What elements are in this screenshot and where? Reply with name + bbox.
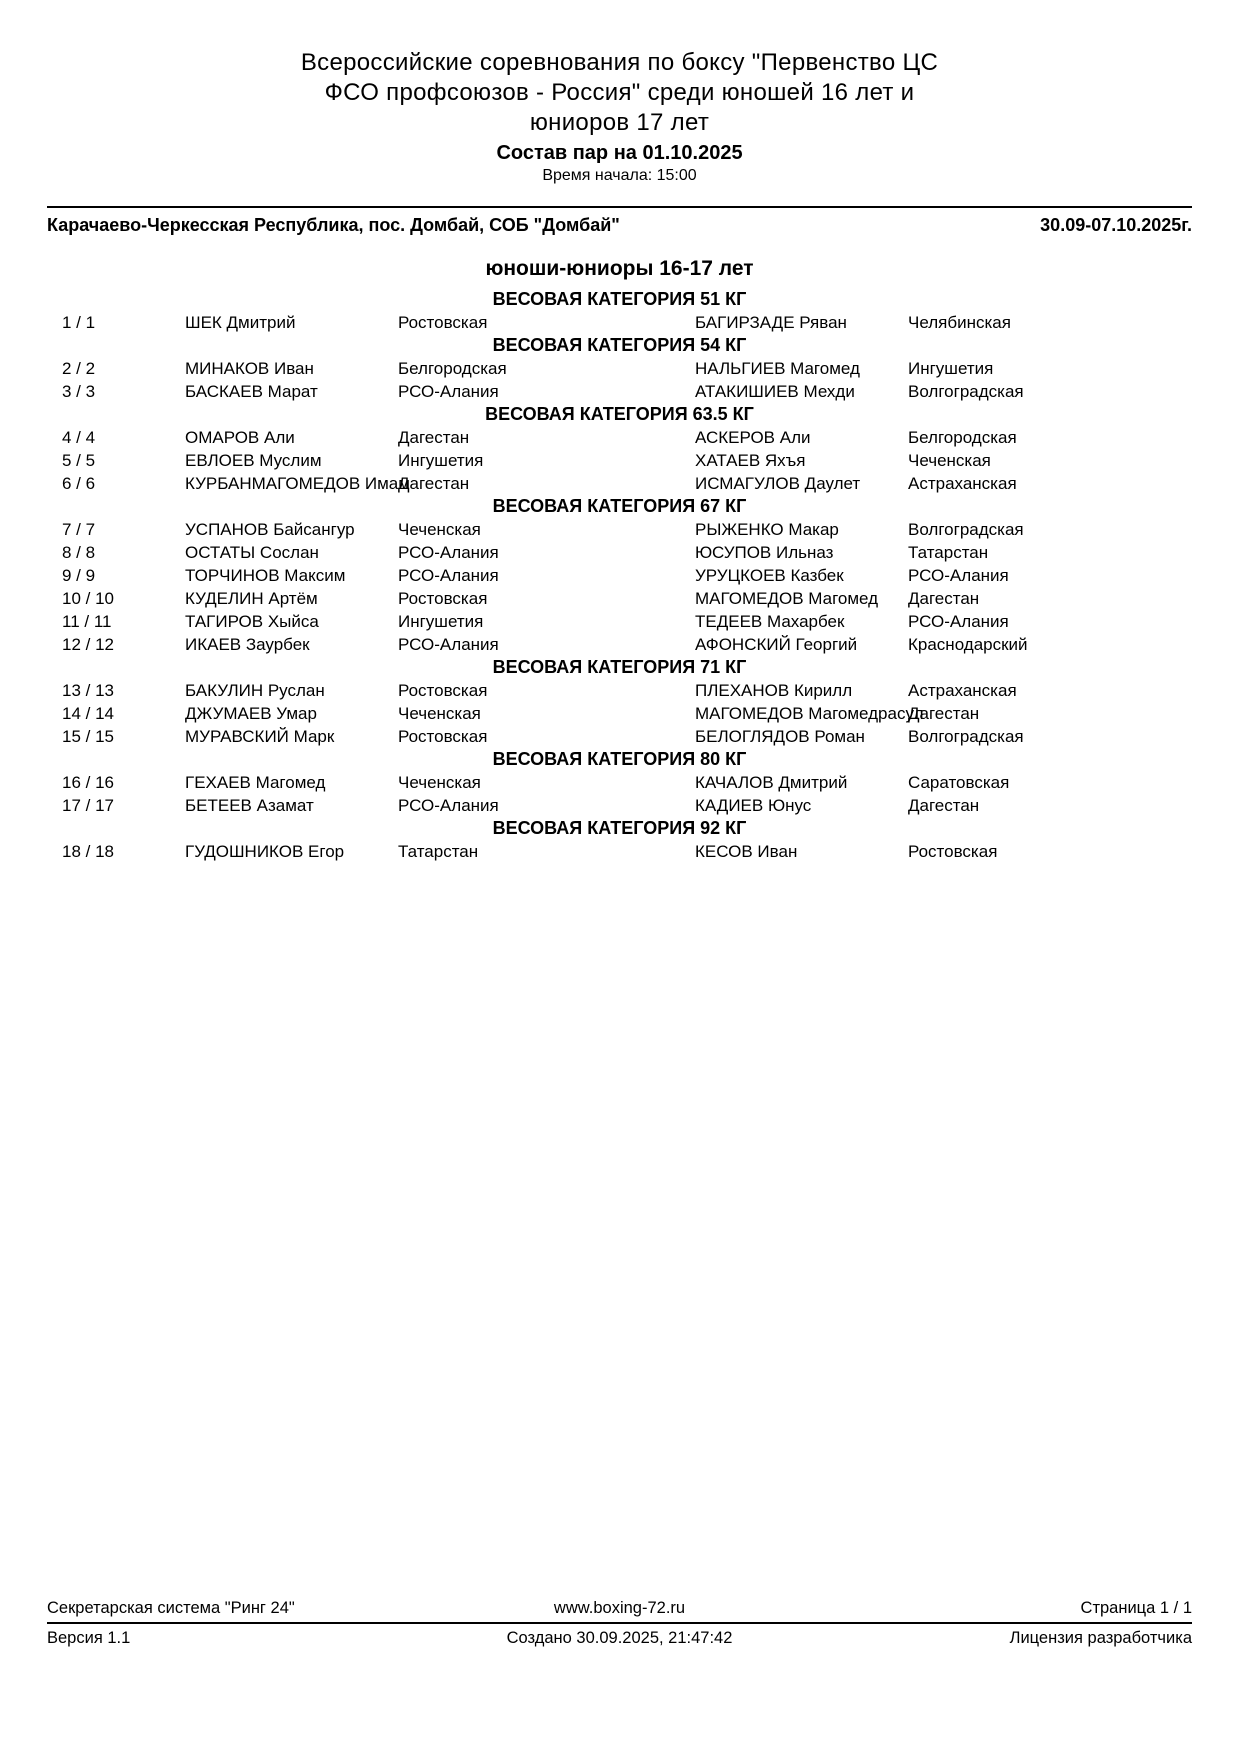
red-corner-name: ДЖУМАЕВ Умар [185, 704, 317, 723]
bout-number: 8 / 8 [62, 543, 96, 562]
blue-corner-name: КАДИЕВ Юнус [695, 796, 812, 815]
weight-category-header: ВЕСОВАЯ КАТЕГОРИЯ 80 КГ [492, 749, 747, 769]
red-corner-region: Дагестан [398, 428, 470, 447]
venue-row [47, 214, 1192, 236]
red-corner-name: БАКУЛИН Руслан [185, 681, 325, 700]
red-corner-name: ОМАРОВ Али [185, 428, 295, 447]
bout-row [47, 794, 1192, 817]
footer-system-name: Секретарская система "Ринг 24" [47, 1599, 295, 1617]
blue-corner-region: Волгоградская [908, 727, 1024, 746]
weight-category-header: ВЕСОВАЯ КАТЕГОРИЯ 63.5 КГ [485, 404, 754, 424]
bout-number: 1 / 1 [62, 313, 96, 332]
red-corner-name: ИКАЕВ Заурбек [185, 635, 310, 654]
blue-corner-name: НАЛЬГИЕВ Магомед [695, 359, 860, 378]
red-corner-name: БЕТЕЕВ Азамат [185, 796, 314, 815]
bout-row [47, 380, 1192, 403]
red-corner-name: ОСТАТЫ Сослан [185, 543, 319, 562]
red-corner-name: КУРБАНМАГОМЕДОВ Имам [185, 474, 410, 493]
age-group-title: юноши-юниоры 16-17 лет [485, 257, 754, 280]
blue-corner-region: РСО-Алания [908, 612, 1009, 631]
bout-row [47, 564, 1192, 587]
bout-row [47, 587, 1192, 610]
blue-corner-name: ХАТАЕВ Яхъя [695, 451, 806, 470]
bout-number: 14 / 14 [62, 704, 114, 723]
bout-row [47, 725, 1192, 748]
red-corner-region: Чеченская [398, 520, 481, 539]
blue-corner-region: Ростовская [908, 842, 998, 861]
red-corner-region: Ростовская [398, 727, 488, 746]
blue-corner-region: Волгоградская [908, 382, 1024, 401]
start-time: Время начала: 15:00 [542, 167, 697, 184]
bout-row [47, 311, 1192, 334]
title-line-2: ФСО профсоюзов - Россия" среди юношей 16 лет и [324, 79, 915, 106]
blue-corner-region: Астраханская [908, 474, 1017, 493]
bout-number: 17 / 17 [62, 796, 114, 815]
title-line-3: юниоров 17 лет [529, 109, 710, 136]
bout-row [47, 702, 1192, 725]
red-corner-name: БАСКАЕВ Марат [185, 382, 318, 401]
bout-row [47, 518, 1192, 541]
bout-number: 7 / 7 [62, 520, 96, 539]
red-corner-region: Татарстан [398, 842, 479, 861]
red-corner-region: РСО-Алания [398, 566, 499, 585]
red-corner-name: ЕВЛОЕВ Муслим [185, 451, 322, 470]
blue-corner-name: АСКЕРОВ Али [695, 428, 811, 447]
red-corner-region: Ингушетия [398, 451, 484, 470]
bout-number: 18 / 18 [62, 842, 114, 861]
red-corner-region: РСО-Алания [398, 543, 499, 562]
red-corner-name: УСПАНОВ Байсангур [185, 520, 355, 539]
venue-location: Карачаево-Черкесская Республика, пос. Домбай, СОБ "Домбай" [47, 215, 620, 235]
bout-row [47, 449, 1192, 472]
blue-corner-name: БАГИРЗАДЕ Ряван [695, 313, 847, 332]
blue-corner-name: ЮСУПОВ Ильназ [695, 543, 834, 562]
blue-corner-name: МАГОМЕДОВ Магомед [695, 589, 879, 608]
bout-number: 6 / 6 [62, 474, 96, 493]
competition-dates: 30.09-07.10.2025г. [1040, 215, 1192, 235]
red-corner-region: Чеченская [398, 704, 481, 723]
weight-category-header: ВЕСОВАЯ КАТЕГОРИЯ 67 КГ [492, 496, 747, 516]
bout-row [47, 426, 1192, 449]
blue-corner-region: Волгоградская [908, 520, 1024, 539]
footer-line-2 [47, 1624, 1192, 1648]
blue-corner-name: АФОНСКИЙ Георгий [695, 635, 858, 654]
blue-corner-region: Татарстан [908, 543, 989, 562]
blue-corner-name: МАГОМЕДОВ Магомедрасул [695, 704, 924, 723]
blue-corner-region: Астраханская [908, 681, 1017, 700]
bout-row [47, 633, 1192, 656]
bout-row [47, 541, 1192, 564]
red-corner-name: ТАГИРОВ Хыйса [185, 612, 319, 631]
bout-row [47, 357, 1192, 380]
footer-license: Лицензия разработчика [1009, 1629, 1193, 1647]
red-corner-region: Ростовская [398, 589, 488, 608]
footer-created-timestamp: Создано 30.09.2025, 21:47:42 [506, 1629, 733, 1647]
header-divider [47, 206, 1192, 208]
blue-corner-region: Чеченская [908, 451, 991, 470]
blue-corner-region: РСО-Алания [908, 566, 1009, 585]
bout-number: 15 / 15 [62, 727, 114, 746]
red-corner-name: ТОРЧИНОВ Максим [185, 566, 346, 585]
weight-category-header: ВЕСОВАЯ КАТЕГОРИЯ 92 КГ [492, 818, 747, 838]
blue-corner-name: РЫЖЕНКО Макар [695, 520, 839, 539]
blue-corner-region: Челябинская [908, 313, 1011, 332]
bout-row [47, 610, 1192, 633]
blue-corner-region: Краснодарский [908, 635, 1028, 654]
pairs-date-subtitle: Состав пар на 01.10.2025 [496, 142, 743, 164]
page-content [0, 0, 1241, 863]
blue-corner-name: ИСМАГУЛОВ Даулет [695, 474, 861, 493]
footer-page-number: Страница 1 / 1 [1080, 1599, 1193, 1617]
red-corner-name: ГУДОШНИКОВ Егор [185, 842, 345, 861]
red-corner-name: ГЕХАЕВ Магомед [185, 773, 326, 792]
competition-title [47, 48, 1192, 138]
blue-corner-name: ТЕДЕЕВ Махарбек [695, 612, 845, 631]
footer-website: www.boxing-72.ru [553, 1599, 686, 1617]
red-corner-region: Ростовская [398, 313, 488, 332]
pairs-table [47, 288, 1192, 863]
bout-number: 12 / 12 [62, 635, 114, 654]
blue-corner-name: БЕЛОГЛЯДОВ Роман [695, 727, 865, 746]
red-corner-region: Белгородская [398, 359, 507, 378]
bout-number: 5 / 5 [62, 451, 96, 470]
bout-number: 11 / 11 [62, 612, 112, 631]
red-corner-name: КУДЕЛИН Артём [185, 589, 318, 608]
red-corner-name: МУРАВСКИЙ Марк [185, 727, 335, 746]
bout-row [47, 679, 1192, 702]
blue-corner-region: Дагестан [908, 589, 980, 608]
bout-number: 9 / 9 [62, 566, 96, 585]
blue-corner-name: КЕСОВ Иван [695, 842, 798, 861]
blue-corner-region: Дагестан [908, 704, 980, 723]
title-line-1: Всероссийские соревнования по боксу "Первенство ЦС [300, 49, 939, 76]
red-corner-name: ШЕК Дмитрий [185, 313, 296, 332]
red-corner-region: Чеченская [398, 773, 481, 792]
bout-number: 13 / 13 [62, 681, 114, 700]
bout-number: 4 / 4 [62, 428, 96, 447]
red-corner-region: Дагестан [398, 474, 470, 493]
bout-number: 2 / 2 [62, 359, 96, 378]
weight-category-header: ВЕСОВАЯ КАТЕГОРИЯ 51 КГ [492, 289, 747, 309]
weight-category-header: ВЕСОВАЯ КАТЕГОРИЯ 54 КГ [492, 335, 747, 355]
bout-row [47, 472, 1192, 495]
blue-corner-region: Ингушетия [908, 359, 994, 378]
red-corner-region: РСО-Алания [398, 635, 499, 654]
bout-number: 10 / 10 [62, 589, 114, 608]
red-corner-region: РСО-Алания [398, 382, 499, 401]
red-corner-region: РСО-Алания [398, 796, 499, 815]
red-corner-region: Ингушетия [398, 612, 484, 631]
blue-corner-region: Дагестан [908, 796, 980, 815]
blue-corner-region: Саратовская [908, 773, 1010, 792]
blue-corner-region: Белгородская [908, 428, 1017, 447]
weight-category-header: ВЕСОВАЯ КАТЕГОРИЯ 71 КГ [492, 657, 747, 677]
red-corner-name: МИНАКОВ Иван [185, 359, 314, 378]
blue-corner-name: ПЛЕХАНОВ Кирилл [695, 681, 853, 700]
bout-number: 3 / 3 [62, 382, 96, 401]
page-footer [47, 1598, 1192, 1648]
bout-row [47, 771, 1192, 794]
red-corner-region: Ростовская [398, 681, 488, 700]
footer-line-1 [47, 1598, 1192, 1624]
bout-row [47, 840, 1192, 863]
blue-corner-name: КАЧАЛОВ Дмитрий [695, 773, 848, 792]
blue-corner-name: АТАКИШИЕВ Мехди [695, 382, 855, 401]
blue-corner-name: УРУЦКОЕВ Казбек [695, 566, 844, 585]
footer-version: Версия 1.1 [47, 1629, 131, 1647]
bout-number: 16 / 16 [62, 773, 114, 792]
